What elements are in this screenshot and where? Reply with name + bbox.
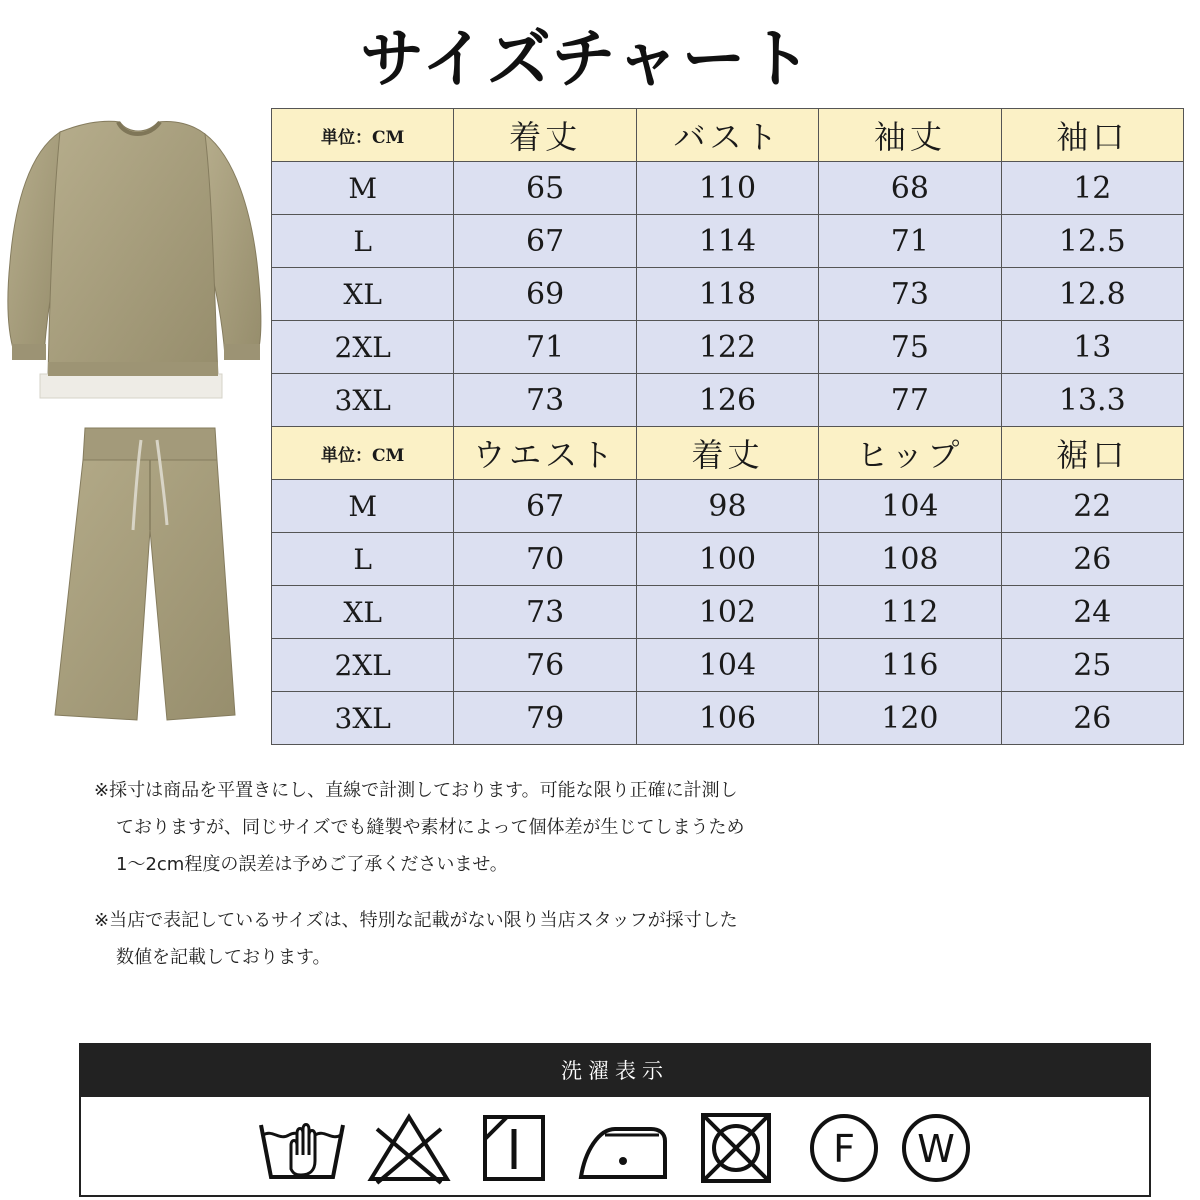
column-header: 着丈 xyxy=(636,427,818,480)
table-row xyxy=(272,268,1184,321)
column-header: バスト xyxy=(636,109,818,162)
size-cell: 3XL xyxy=(272,692,454,745)
value-cell: 126 xyxy=(636,374,818,427)
table-row xyxy=(272,162,1184,215)
table-header-row xyxy=(272,109,1184,162)
drip-dry-icon xyxy=(481,1111,547,1185)
dry-clean-letter: F xyxy=(833,1127,855,1171)
column-header: 袖口 xyxy=(1001,109,1183,162)
tops-size-table xyxy=(271,108,1184,427)
value-cell: 12.5 xyxy=(1001,215,1183,268)
size-cell: M xyxy=(272,162,454,215)
value-cell: 77 xyxy=(819,374,1001,427)
unit-label: 単位：CM xyxy=(272,427,454,480)
iron-low-icon xyxy=(575,1111,671,1185)
value-cell: 104 xyxy=(819,480,1001,533)
value-cell: 12.8 xyxy=(1001,268,1183,321)
pants-image xyxy=(45,420,245,725)
size-cell: XL xyxy=(272,268,454,321)
table-row xyxy=(272,692,1184,745)
table-row xyxy=(272,215,1184,268)
value-cell: 22 xyxy=(1001,480,1183,533)
value-cell: 71 xyxy=(819,215,1001,268)
note-line: 1～2cm程度の誤差は予めご了承くださいませ。 xyxy=(116,854,508,875)
hand-wash-icon xyxy=(257,1111,347,1185)
size-cell: L xyxy=(272,215,454,268)
table-row xyxy=(272,374,1184,427)
value-cell: 68 xyxy=(819,162,1001,215)
value-cell: 76 xyxy=(454,639,636,692)
column-header: 袖丈 xyxy=(819,109,1001,162)
care-title: 洗濯表示 xyxy=(81,1045,1149,1097)
care-label-panel xyxy=(79,1043,1151,1197)
measurement-note xyxy=(94,772,745,883)
value-cell: 73 xyxy=(819,268,1001,321)
table-row xyxy=(272,321,1184,374)
bottoms-size-table xyxy=(271,426,1184,745)
value-cell: 75 xyxy=(819,321,1001,374)
note-line: ※採寸は商品を平置きにし、直線で計測しております。可能な限り正確に計測し xyxy=(94,780,738,801)
table-row xyxy=(272,586,1184,639)
value-cell: 73 xyxy=(454,374,636,427)
wet-clean-w-icon xyxy=(899,1111,973,1185)
note-line: ※当店で表記しているサイズは、特別な記載がない限り当店スタッフが採寸した xyxy=(94,910,738,931)
value-cell: 25 xyxy=(1001,639,1183,692)
no-tumble-dry-icon xyxy=(699,1111,773,1185)
value-cell: 116 xyxy=(819,639,1001,692)
table-row xyxy=(272,639,1184,692)
value-cell: 13 xyxy=(1001,321,1183,374)
no-bleach-icon xyxy=(367,1111,451,1185)
value-cell: 112 xyxy=(819,586,1001,639)
column-header: 裾口 xyxy=(1001,427,1183,480)
value-cell: 118 xyxy=(636,268,818,321)
value-cell: 26 xyxy=(1001,533,1183,586)
value-cell: 71 xyxy=(454,321,636,374)
value-cell: 67 xyxy=(454,480,636,533)
value-cell: 104 xyxy=(636,639,818,692)
care-icons-row xyxy=(81,1097,1149,1197)
value-cell: 110 xyxy=(636,162,818,215)
value-cell: 70 xyxy=(454,533,636,586)
wet-clean-letter: W xyxy=(917,1127,955,1171)
value-cell: 67 xyxy=(454,215,636,268)
value-cell: 114 xyxy=(636,215,818,268)
sweatshirt-image xyxy=(0,112,272,412)
value-cell: 65 xyxy=(454,162,636,215)
value-cell: 102 xyxy=(636,586,818,639)
column-header: 着丈 xyxy=(454,109,636,162)
table-row xyxy=(272,533,1184,586)
size-cell: L xyxy=(272,533,454,586)
size-cell: 2XL xyxy=(272,639,454,692)
table-header-row xyxy=(272,427,1184,480)
size-cell: XL xyxy=(272,586,454,639)
value-cell: 24 xyxy=(1001,586,1183,639)
value-cell: 106 xyxy=(636,692,818,745)
dry-clean-f-icon xyxy=(807,1111,881,1185)
note-line: 数値を記載しております。 xyxy=(116,947,331,968)
value-cell: 26 xyxy=(1001,692,1183,745)
column-header: ウエスト xyxy=(454,427,636,480)
size-note xyxy=(94,902,738,976)
size-cell: 3XL xyxy=(272,374,454,427)
note-line: ておりますが、同じサイズでも縫製や素材によって個体差が生じてしまうため xyxy=(116,817,745,838)
page-title: サイズチャート xyxy=(360,23,814,97)
value-cell: 108 xyxy=(819,533,1001,586)
value-cell: 12 xyxy=(1001,162,1183,215)
size-cell: M xyxy=(272,480,454,533)
value-cell: 122 xyxy=(636,321,818,374)
value-cell: 120 xyxy=(819,692,1001,745)
value-cell: 100 xyxy=(636,533,818,586)
unit-label: 単位：CM xyxy=(272,109,454,162)
size-cell: 2XL xyxy=(272,321,454,374)
value-cell: 13.3 xyxy=(1001,374,1183,427)
value-cell: 73 xyxy=(454,586,636,639)
value-cell: 98 xyxy=(636,480,818,533)
value-cell: 79 xyxy=(454,692,636,745)
value-cell: 69 xyxy=(454,268,636,321)
table-row xyxy=(272,480,1184,533)
column-header: ヒップ xyxy=(819,427,1001,480)
